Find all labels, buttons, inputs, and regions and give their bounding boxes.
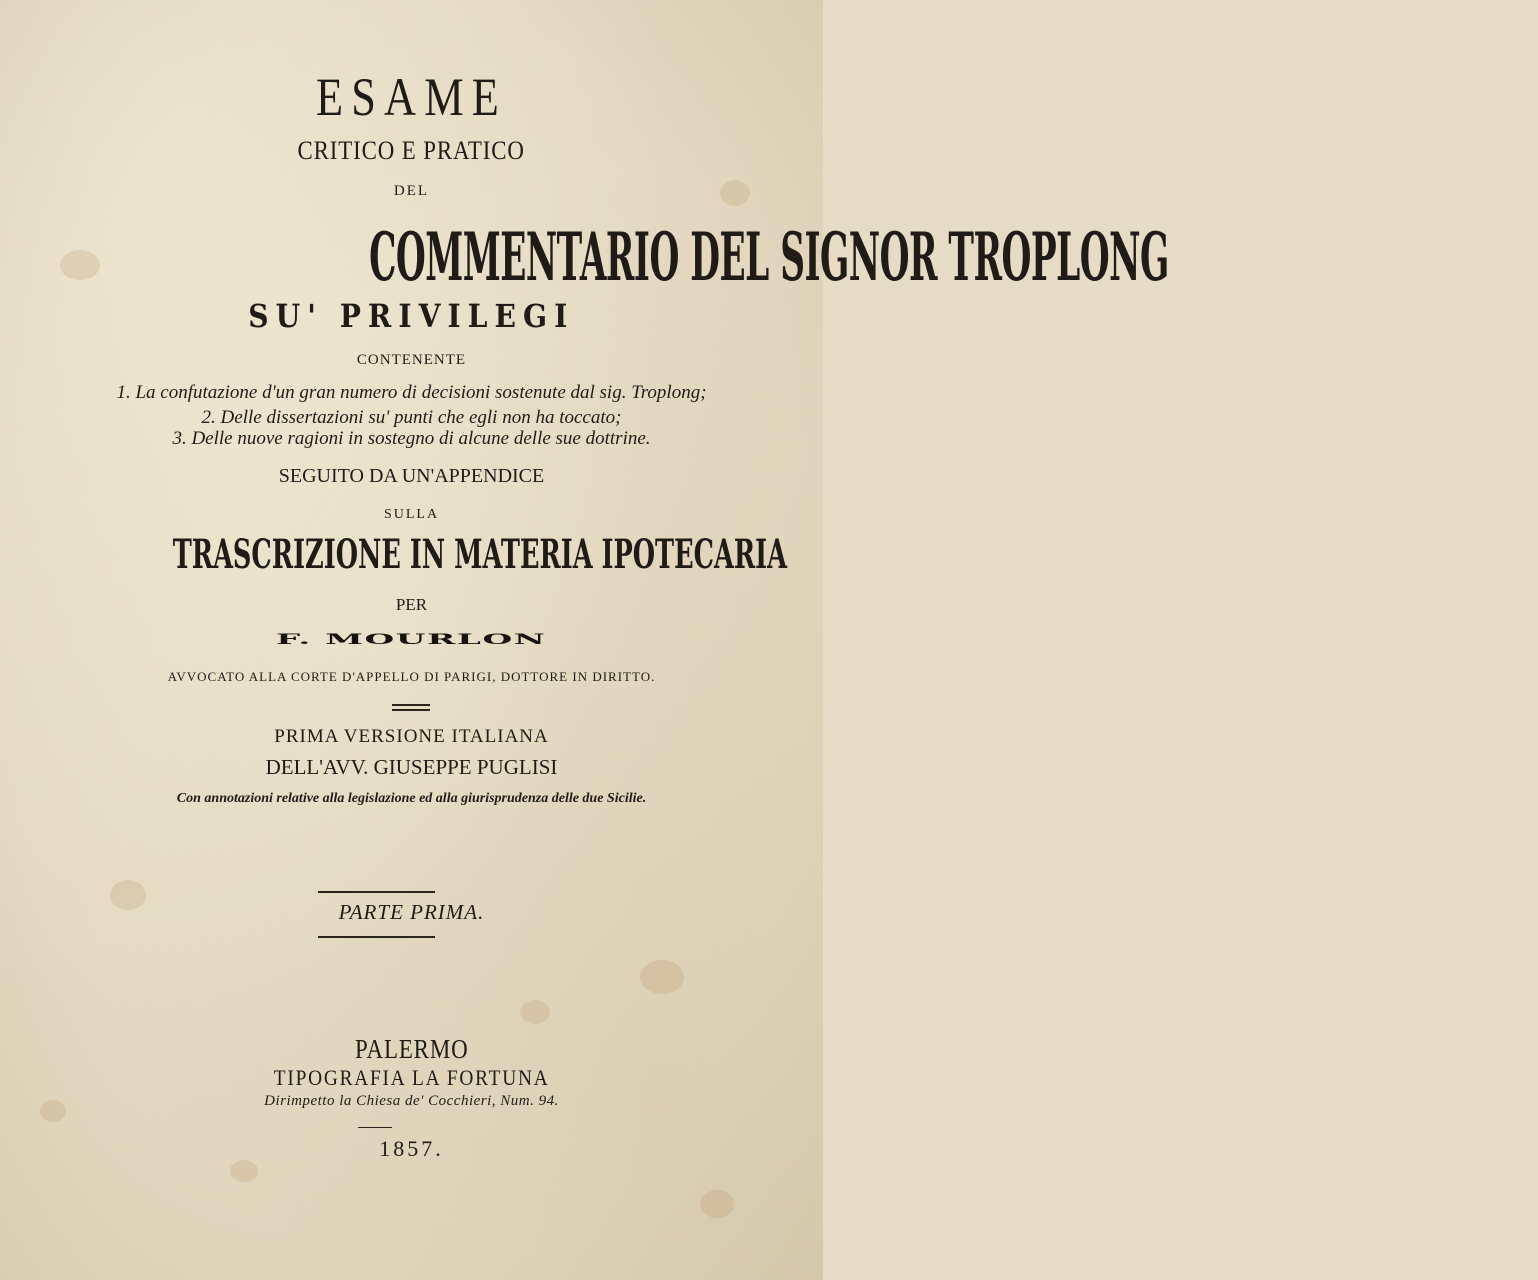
year-rule — [358, 1127, 392, 1128]
connector-del: DEL — [393, 183, 430, 199]
appendix-title: TRASCRIZIONE IN MATERIA IPOTECARIA — [172, 531, 787, 578]
edition-label: PRIMA VERSIONE ITALIANA — [274, 726, 549, 747]
foxing-stain — [520, 1000, 550, 1024]
foxing-stain — [640, 960, 684, 994]
contenente-label: CONTENENTE — [356, 352, 467, 368]
main-title: COMMENTARIO DEL SIGNOR TROPLONG — [369, 218, 1169, 296]
connector-sulla: SULLA — [383, 507, 440, 522]
part-label: PARTE PRIMA. — [338, 900, 485, 924]
translator: DELL'AVV. GIUSEPPE PUGLISI — [265, 755, 558, 779]
subtitle: CRITICO E PRATICO — [297, 136, 526, 165]
foxing-stain — [700, 1190, 734, 1218]
foxing-stain — [230, 1160, 258, 1182]
author-credentials: AVVOCATO ALLA CORTE D'APPELLO DI PARIGI, DOTTORE IN DIRITTO. — [167, 669, 656, 684]
part-rule-bottom — [318, 936, 435, 938]
double-rule-bottom — [392, 709, 430, 711]
imprint-address: Dirimpetto la Chiesa de' Cocchieri, Num. 94. — [264, 1093, 559, 1109]
appendix-intro: SEGUITO DA UN'APPENDICE — [278, 465, 545, 487]
connector-per: PER — [395, 595, 428, 614]
imprint-year: 1857. — [379, 1136, 444, 1161]
imprint-printer: TIPOGRAFIA LA FORTUNA — [273, 1065, 550, 1090]
title: ESAME — [315, 67, 508, 127]
main-title-continuation: SU' PRIVILEGI — [248, 297, 575, 335]
contents-item: 1. La confutazione d'un gran numero di decisioni sostenute dal sig. Troplong; — [116, 382, 707, 403]
annotations-note: Con annotazioni relative alla legislazione ed alla giurisprudenza delle due Sicilie. — [176, 791, 647, 806]
author-name: F. MOURLON — [276, 631, 547, 648]
imprint-city: PALERMO — [354, 1034, 469, 1064]
double-rule-top — [392, 704, 430, 706]
part-rule-top — [318, 891, 435, 893]
contents-item: 3. Delle nuove ragioni in sostegno di alcune delle sue dottrine. — [172, 428, 651, 449]
contents-item: 2. Delle dissertazioni su' punti che egli non ha toccato; — [201, 407, 622, 428]
